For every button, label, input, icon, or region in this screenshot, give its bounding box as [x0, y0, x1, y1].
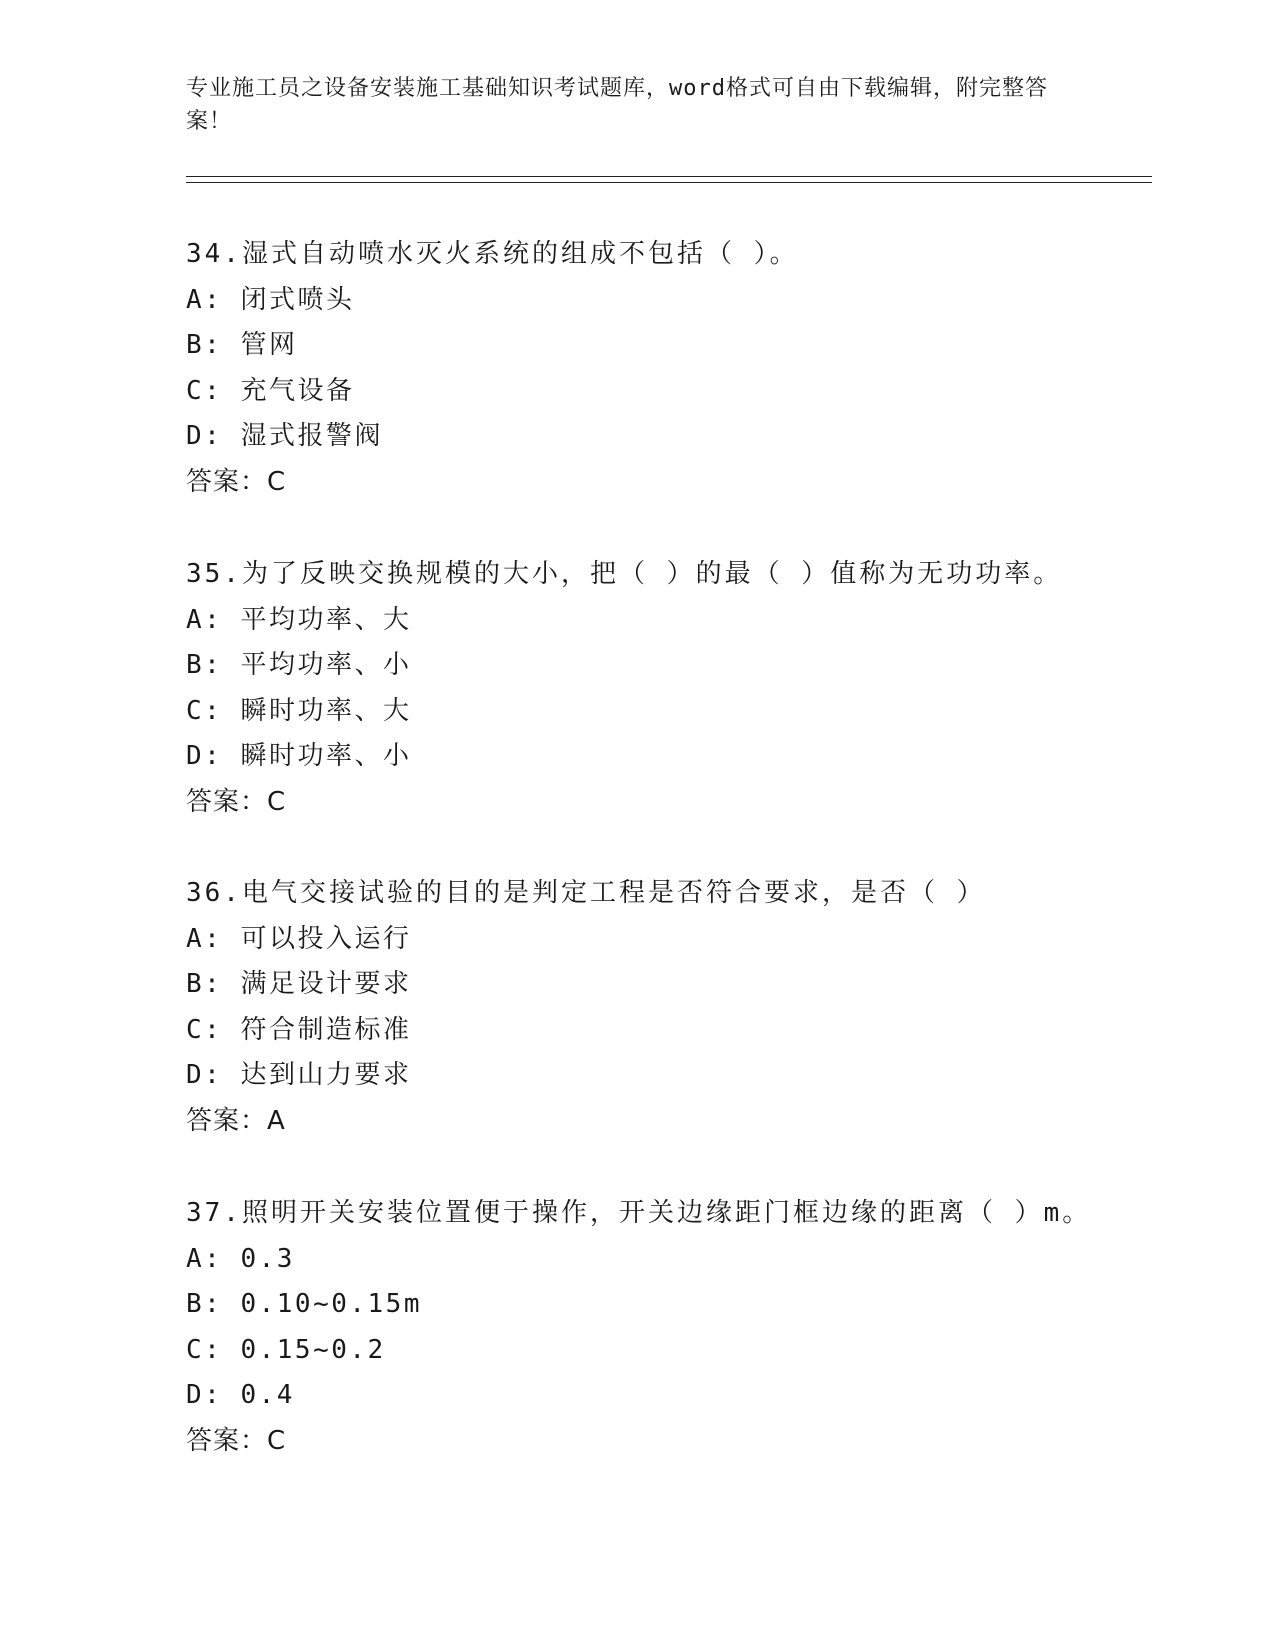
option-a: A: 可以投入运行: [186, 923, 412, 954]
question-stem: 36.电气交接试验的目的是判定工程是否符合要求，是否（ ）: [186, 878, 986, 908]
option-d: D: 瞬时功率、小: [186, 741, 412, 772]
option-b: B: 平均功率、小: [186, 650, 412, 681]
option-d: D: 湿式报警阀: [186, 421, 383, 452]
header-divider-top: [186, 176, 1152, 177]
option-b: B: 满足设计要求: [186, 969, 412, 1000]
option-b: B: 管网: [186, 330, 298, 361]
option-a: A: 平均功率、大: [186, 604, 412, 635]
option-a: A: 闭式喷头: [186, 284, 355, 315]
option-d: D: 达到山力要求: [186, 1060, 412, 1091]
document-header: 专业施工员之设备安装施工基础知识考试题库，word格式可自由下载编辑，附完整答案！: [186, 76, 1048, 134]
answer-text: 答案：C: [186, 1425, 287, 1456]
answer-text: 答案：A: [186, 1105, 286, 1136]
option-c: C: 0.15~0.2: [186, 1334, 386, 1365]
answer-text: 答案：C: [186, 786, 287, 817]
option-c: C: 符合制造标准: [186, 1014, 412, 1045]
question-stem: 37.照明开关安装位置便于操作，开关边缘距门框边缘的距离（ ）m。: [186, 1198, 1092, 1228]
question-37: [186, 1191, 1186, 1465]
option-d: D: 0.4: [186, 1380, 295, 1411]
header-divider-bottom: [186, 182, 1152, 183]
option-c: C: 充气设备: [186, 375, 355, 406]
option-a: A: 0.3: [186, 1243, 295, 1274]
question-stem: 34.湿式自动喷水灭火系统的组成不包括（ ）。: [186, 239, 799, 269]
option-b: B: 0.10~0.15m: [186, 1289, 422, 1320]
question-34: [186, 232, 1186, 506]
question-36: [186, 871, 1186, 1145]
answer-text: 答案：C: [186, 466, 287, 497]
question-35: [186, 552, 1186, 826]
option-c: C: 瞬时功率、大: [186, 695, 412, 726]
question-stem: 35.为了反映交换规模的大小，把（ ）的最（ ）值称为无功功率。: [186, 559, 1063, 589]
